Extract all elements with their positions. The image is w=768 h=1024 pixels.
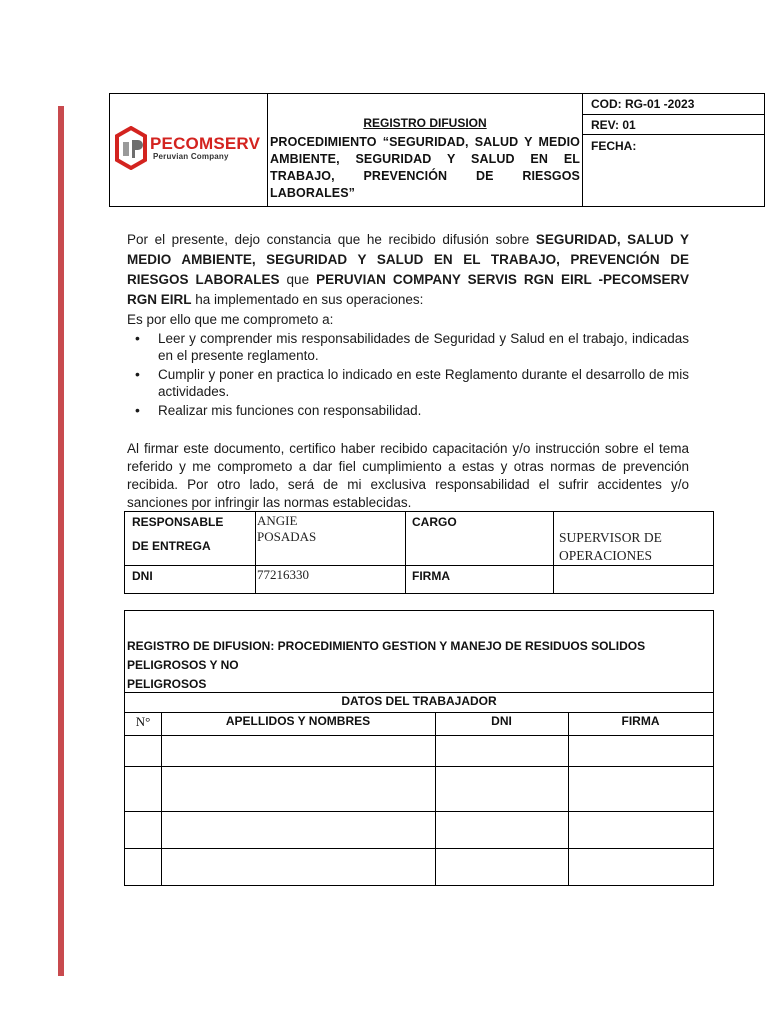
registration-title-line-1: REGISTRO DE DIFUSION: PROCEDIMIENTO GESTION Y MANEJO DE RESIDUOS SOLIDOS PELIGROSOS Y NO — [127, 639, 646, 672]
column-header-firma: FIRMA — [621, 714, 660, 728]
dni-label: DNI — [132, 569, 153, 583]
table-row[interactable] — [125, 767, 713, 811]
commitment-list — [127, 330, 689, 421]
intro-topic: SEGURIDAD, SALUD Y MEDIO AMBIENTE, SEGURIDAD Y SALUD EN EL TRABAJO, PREVENCIÓN DE RIESGOS LABORALES — [127, 232, 689, 287]
registration-table — [124, 610, 714, 886]
responsible-label: RESPONSABLE — [132, 515, 224, 529]
divider — [553, 512, 554, 593]
responsible-name-last: POSADAS — [257, 529, 317, 544]
document-revision: REV: 01 — [583, 115, 764, 135]
intro-company: PERUVIAN COMPANY SERVIS RGN EIRL -PECOMSERV RGN EIRL — [127, 272, 689, 307]
document-header-table — [109, 93, 765, 207]
divider — [125, 712, 713, 713]
cargo-value-2: OPERACIONES — [559, 548, 653, 563]
responsible-name-first: ANGIE — [257, 513, 298, 528]
document-code: COD: RG-01 -2023 — [583, 94, 764, 115]
left-accent-bar — [58, 106, 64, 976]
pecomserv-logo — [114, 124, 264, 174]
intro-paragraph — [127, 230, 689, 310]
procedure-name: PROCEDIMIENTO “SEGURIDAD, SALUD Y MEDIO AMBIENTE, SEGURIDAD Y SALUD EN EL TRABAJO, PREVENCIÓN DE RIESGOS LABORALES” — [270, 135, 580, 200]
firma-label: FIRMA — [412, 569, 450, 583]
header-title-cell — [268, 94, 583, 206]
commitment-intro: Es por ello que me comprometo a: — [127, 312, 334, 327]
column-header-names: APELLIDOS Y NOMBRES — [225, 714, 371, 728]
logo-emblem-icon — [114, 126, 148, 170]
list-item: • Leer y comprender mis responsabilidades de Seguridad y Salud en el trabajo, indicadas en el presente reglamento. — [127, 330, 689, 364]
document-date: FECHA: — [591, 139, 637, 153]
logo-cell — [110, 94, 268, 206]
column-header-number: N° — [135, 714, 151, 729]
table-row[interactable] — [125, 812, 713, 848]
responsible-table — [124, 511, 714, 594]
certification-paragraph: Al firmar este documento, certifico haber recibido capacitación y/o instrucción sobre el tema referido y me comprometo a dar fiel cumplimiento a estas y otras normas de prevención recibida. Por otro lado, será de mi exclusiva responsabilidad el sufrir accidentes y/o sanciones por infringir las normas establecidas. — [127, 441, 689, 510]
intro-text-2: que — [279, 272, 317, 287]
registration-title — [127, 637, 707, 694]
divider — [125, 565, 713, 566]
section-header: DATOS DEL TRABAJADOR — [341, 694, 497, 708]
divider — [255, 512, 256, 593]
intro-text-3: ha implementado en sus operaciones: — [191, 292, 424, 307]
header-meta-cell — [583, 94, 764, 206]
table-row[interactable] — [125, 736, 713, 766]
dni-value: 77216330 — [257, 567, 309, 582]
intro-text-1: Por el presente, dejo constancia que he recibido difusión sobre — [127, 232, 536, 247]
logo-brand-text: PECOMSERV — [150, 134, 261, 153]
divider — [405, 512, 406, 593]
list-item: • Realizar mis funciones con responsabilidad. — [127, 402, 689, 419]
cargo-value-1: SUPERVISOR DE — [559, 530, 662, 545]
divider — [125, 692, 713, 693]
logo-subtitle: Peruvian Company — [153, 152, 229, 161]
responsible-label-2: DE ENTREGA — [132, 539, 211, 553]
column-header-dni: DNI — [491, 714, 512, 728]
registration-title-line-2: PELIGROSOS — [127, 677, 207, 691]
document-title: REGISTRO DIFUSION — [363, 116, 487, 130]
cargo-label: CARGO — [412, 515, 457, 529]
list-item: • Cumplir y poner en practica lo indicado en este Reglamento durante el desarrollo de mis actividades. — [127, 366, 689, 400]
table-row[interactable] — [125, 849, 713, 885]
